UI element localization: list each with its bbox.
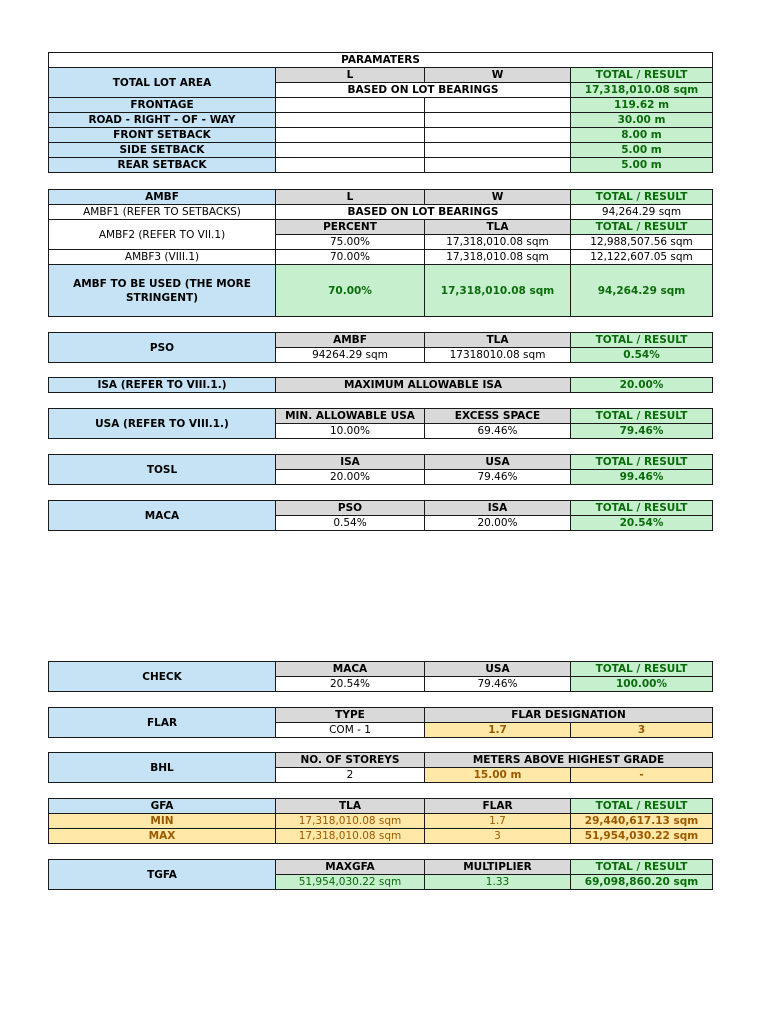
- based-on-lot-bearings: BASED ON LOT BEARINGS: [276, 83, 571, 98]
- total-header: TOTAL / RESULT: [571, 220, 713, 235]
- tosl-result: 99.46%: [571, 470, 713, 485]
- front-setback-value: 8.00 m: [571, 128, 713, 143]
- tgfa-maxgfa-value: 51,954,030.22 sqm: [276, 875, 425, 890]
- front-setback-label: FRONT SETBACK: [49, 128, 276, 143]
- l-header: L: [276, 68, 425, 83]
- total-header: TOTAL / RESULT: [571, 799, 713, 814]
- empty-cell: [276, 158, 425, 173]
- ambf-used-label: AMBF TO BE USED (THE MORE STRINGENT): [49, 265, 276, 317]
- usa-result: 79.46%: [571, 424, 713, 439]
- flar-min-designation: 1.7: [425, 723, 571, 738]
- gfa-max-value: 51,954,030.22 sqm: [571, 829, 713, 844]
- isa-table: [48, 377, 713, 393]
- row-value: 30.00 m: [571, 113, 713, 128]
- pso-header: PSO: [276, 501, 425, 516]
- maca-label: MACA: [49, 501, 276, 531]
- ambf2-value: 12,988,507.56 sqm: [571, 235, 713, 250]
- tla-value: 17,318,010.08 sqm: [571, 83, 713, 98]
- flar-label: FLAR: [49, 708, 276, 738]
- total-header: TOTAL / RESULT: [571, 455, 713, 470]
- frontage-label: FRONTAGE: [49, 98, 276, 113]
- maca-pso-value: 0.54%: [276, 516, 425, 531]
- usa-min-value: 10.00%: [276, 424, 425, 439]
- ambf2-tla: 17,318,010.08 sqm: [425, 235, 571, 250]
- empty-cell: [276, 143, 425, 158]
- row-label: ROAD - RIGHT - OF - WAY: [49, 113, 276, 128]
- total-header: TOTAL / RESULT: [571, 409, 713, 424]
- usa-table: [48, 408, 713, 439]
- side-setback-value: 5.00 m: [571, 143, 713, 158]
- tla-header: TLA: [425, 220, 571, 235]
- tgfa-label: TGFA: [49, 860, 276, 890]
- tosl-isa-value: 20.00%: [276, 470, 425, 485]
- total-header: TOTAL / RESULT: [571, 190, 713, 205]
- ambf-header: AMBF: [49, 190, 276, 205]
- empty-cell: [425, 113, 571, 128]
- gfa-label: GFA: [49, 799, 276, 814]
- maca-result: 20.54%: [571, 516, 713, 531]
- total-header: TOTAL / RESULT: [571, 333, 713, 348]
- bhl-dash-value: -: [571, 768, 713, 783]
- multiplier-header: MULTIPLIER: [425, 860, 571, 875]
- l-header: L: [276, 190, 425, 205]
- gfa-max-tla: 17,318,010.08 sqm: [276, 829, 425, 844]
- maca-table: [48, 500, 713, 531]
- total-lot-area-label: TOTAL LOT AREA: [49, 68, 276, 98]
- gfa-min-label: MIN: [49, 814, 276, 829]
- excess-space-header: EXCESS SPACE: [425, 409, 571, 424]
- type-header: TYPE: [276, 708, 425, 723]
- ambf-used-percent: 70.00%: [276, 265, 425, 317]
- tosl-label: TOSL: [49, 455, 276, 485]
- percent-header: PERCENT: [276, 220, 425, 235]
- pso-label: PSO: [49, 333, 276, 363]
- tosl-usa-value: 79.46%: [425, 470, 571, 485]
- side-setback-label: SIDE SETBACK: [49, 143, 276, 158]
- bhl-meters-value: 15.00 m: [425, 768, 571, 783]
- max-allowable-isa-header: MAXIMUM ALLOWABLE ISA: [276, 378, 571, 393]
- empty-cell: [425, 143, 571, 158]
- gfa-table: [48, 798, 713, 844]
- w-header: W: [425, 68, 571, 83]
- parameters-table: [48, 52, 713, 173]
- ambf1-label: AMBF1 (REFER TO SETBACKS): [49, 205, 276, 220]
- gfa-max-label: MAX: [49, 829, 276, 844]
- empty-cell: [425, 128, 571, 143]
- tgfa-result: 69,098,860.20 sqm: [571, 875, 713, 890]
- total-header: TOTAL / RESULT: [571, 501, 713, 516]
- usa-excess-value: 69.46%: [425, 424, 571, 439]
- maca-header: MACA: [276, 662, 425, 677]
- usa-header: USA: [425, 455, 571, 470]
- ambf1-value: 94,264.29 sqm: [571, 205, 713, 220]
- usa-label: USA (REFER TO VIII.1.): [49, 409, 276, 439]
- pso-result: 0.54%: [571, 348, 713, 363]
- ambf3-value: 12,122,607.05 sqm: [571, 250, 713, 265]
- isa-result: 20.00%: [571, 378, 713, 393]
- total-header: TOTAL / RESULT: [571, 662, 713, 677]
- empty-cell: [276, 98, 425, 113]
- empty-cell: [276, 128, 425, 143]
- check-label: CHECK: [49, 662, 276, 692]
- tla-header: TLA: [425, 333, 571, 348]
- flar-designation-header: FLAR DESIGNATION: [425, 708, 713, 723]
- empty-cell: [425, 158, 571, 173]
- rear-setback-label: REAR SETBACK: [49, 158, 276, 173]
- based-on-lot-bearings: BASED ON LOT BEARINGS: [276, 205, 571, 220]
- bhl-storeys-value: 2: [276, 768, 425, 783]
- parameters-header: PARAMATERS: [49, 53, 713, 68]
- rear-setback-value: 5.00 m: [571, 158, 713, 173]
- ambf3-tla: 17,318,010.08 sqm: [425, 250, 571, 265]
- flar-table: [48, 707, 713, 738]
- isa-header: ISA: [276, 455, 425, 470]
- check-table: [48, 661, 713, 692]
- ambf3-label: AMBF3 (VIII.1): [49, 250, 276, 265]
- maxgfa-header: MAXGFA: [276, 860, 425, 875]
- empty-cell: [425, 98, 571, 113]
- flar-max-designation: 3: [571, 723, 713, 738]
- tosl-table: [48, 454, 713, 485]
- ambf2-percent: 75.00%: [276, 235, 425, 250]
- ambf-used-tla: 17,318,010.08 sqm: [425, 265, 571, 317]
- w-header: W: [425, 190, 571, 205]
- ambf-header: AMBF: [276, 333, 425, 348]
- pso-tla-value: 17318010.08 sqm: [425, 348, 571, 363]
- ambf-table: [48, 189, 713, 317]
- tla-header: TLA: [276, 799, 425, 814]
- check-usa-value: 79.46%: [425, 677, 571, 692]
- ambf-used-value: 94,264.29 sqm: [571, 265, 713, 317]
- total-header: TOTAL / RESULT: [571, 68, 713, 83]
- bhl-table: [48, 752, 713, 783]
- flar-header: FLAR: [425, 799, 571, 814]
- tgfa-multiplier-value: 1.33: [425, 875, 571, 890]
- maca-isa-value: 20.00%: [425, 516, 571, 531]
- tgfa-table: [48, 859, 713, 890]
- usa-header: USA: [425, 662, 571, 677]
- check-result: 100.00%: [571, 677, 713, 692]
- gfa-min-flar: 1.7: [425, 814, 571, 829]
- flar-type-value: COM - 1: [276, 723, 425, 738]
- gfa-max-flar: 3: [425, 829, 571, 844]
- frontage-value: 119.62 m: [571, 98, 713, 113]
- gfa-min-value: 29,440,617.13 sqm: [571, 814, 713, 829]
- check-maca-value: 20.54%: [276, 677, 425, 692]
- empty-cell: [276, 113, 425, 128]
- gfa-min-tla: 17,318,010.08 sqm: [276, 814, 425, 829]
- isa-header: ISA: [425, 501, 571, 516]
- ambf2-label: AMBF2 (REFER TO VII.1): [49, 220, 276, 250]
- min-allowable-usa-header: MIN. ALLOWABLE USA: [276, 409, 425, 424]
- pso-table: [48, 332, 713, 363]
- ambf3-percent: 70.00%: [276, 250, 425, 265]
- storeys-header: NO. OF STOREYS: [276, 753, 425, 768]
- isa-label: ISA (REFER TO VIII.1.): [49, 378, 276, 393]
- total-header: TOTAL / RESULT: [571, 860, 713, 875]
- bhl-label: BHL: [49, 753, 276, 783]
- pso-ambf-value: 94264.29 sqm: [276, 348, 425, 363]
- meters-above-grade-header: METERS ABOVE HIGHEST GRADE: [425, 753, 713, 768]
